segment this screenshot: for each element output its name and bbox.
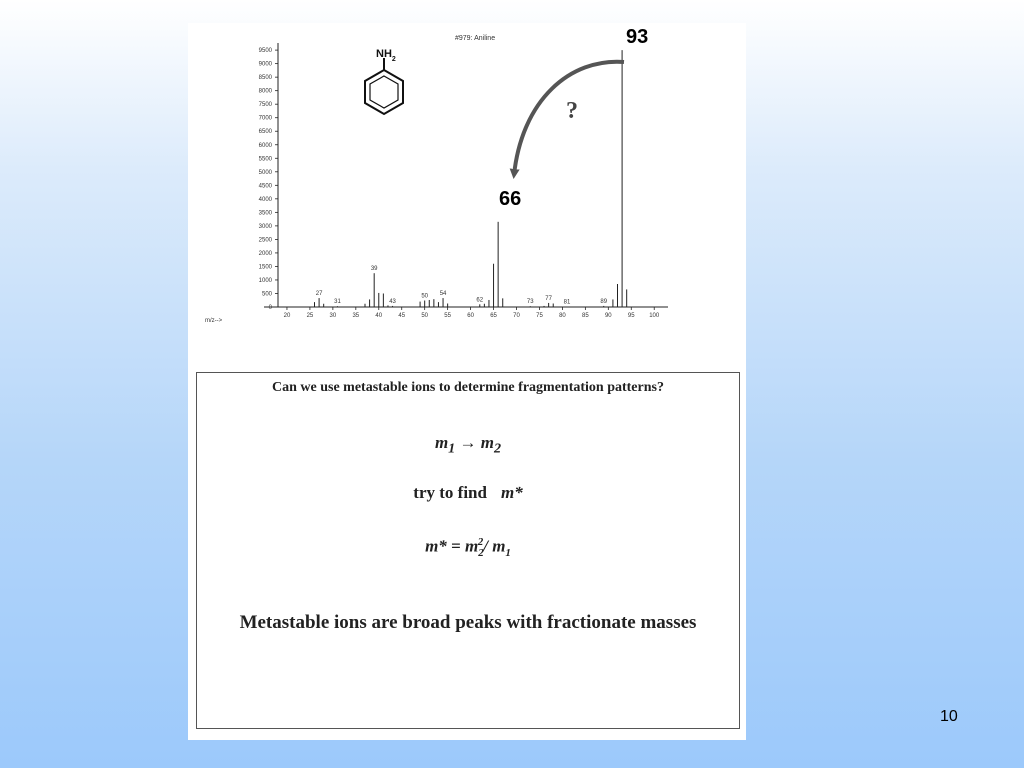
y-tick-label: 8000 xyxy=(258,88,272,95)
peak-label-27: 27 xyxy=(315,291,323,298)
x-tick-label: 45 xyxy=(398,313,406,319)
x-tick-label: 65 xyxy=(490,313,497,319)
x-tick-label: 55 xyxy=(444,313,451,319)
question-mark: ? xyxy=(566,98,578,124)
y-tick-label: 2500 xyxy=(258,237,272,244)
equation-mstar: $m* = m_2^2/$ $m_1$ xyxy=(425,536,511,560)
x-tick-label: 20 xyxy=(283,313,291,319)
y-tick-label: 5000 xyxy=(258,169,272,176)
y-tick-label: 1000 xyxy=(258,277,272,284)
peak-93-callout: 93 xyxy=(626,26,649,48)
x-tick-label: 80 xyxy=(559,313,566,319)
y-tick-label: 1500 xyxy=(258,264,272,271)
y-tick-label: 9000 xyxy=(258,61,272,68)
peak-66-callout: 66 xyxy=(499,188,522,210)
y-tick-label: 7500 xyxy=(258,102,272,109)
y-tick-label: 4000 xyxy=(258,196,272,203)
y-tick-label: 5500 xyxy=(258,156,272,163)
y-tick-label: 7000 xyxy=(258,115,272,122)
x-tick-label: 50 xyxy=(421,313,429,319)
peak-label-50: 50 xyxy=(421,293,429,300)
metastable-note: Metastable ions are broad peaks with fractionate masses xyxy=(239,612,697,633)
x-tick-label: 30 xyxy=(329,313,337,319)
y-tick-label: 8500 xyxy=(258,75,272,82)
peak-label-77: 77 xyxy=(545,295,552,302)
x-tick-label: 40 xyxy=(375,313,383,319)
y-tick-label: 3000 xyxy=(258,223,272,230)
peak-label-81: 81 xyxy=(563,299,571,306)
x-tick-group xyxy=(284,307,660,319)
equation-m1-to-m2: $m_1 \to m_2$ xyxy=(434,433,502,457)
peak-label-31: 31 xyxy=(334,299,341,306)
x-tick-label: 75 xyxy=(536,313,543,319)
aniline-structure xyxy=(365,58,403,114)
y-tick-group xyxy=(259,48,278,311)
x-tick-label: 95 xyxy=(627,313,635,319)
y-tick-label: 6500 xyxy=(258,129,272,136)
peak-label-43: 43 xyxy=(389,298,396,305)
x-tick-label: 100 xyxy=(649,313,660,319)
x-tick-label: 35 xyxy=(352,313,360,319)
peak-label-62: 62 xyxy=(476,297,484,304)
peak-label-89: 89 xyxy=(600,298,608,305)
slide-page-number: 10 xyxy=(940,708,958,725)
question-heading: Can we use metastable ions to determine fragmentation patterns? xyxy=(272,380,664,395)
x-tick-label: 25 xyxy=(306,313,314,319)
y-tick-label: 4500 xyxy=(258,183,272,190)
y-tick-label: 0 xyxy=(268,305,272,311)
peak-label-54: 54 xyxy=(439,291,447,298)
peak-label-39: 39 xyxy=(370,266,378,273)
y-tick-label: 3500 xyxy=(258,210,272,217)
nh2-label: $NH_2$ xyxy=(376,48,396,63)
peak-group xyxy=(315,50,627,307)
y-tick-label: 6000 xyxy=(258,142,272,149)
peak-label-73: 73 xyxy=(526,299,534,306)
x-tick-label: 85 xyxy=(582,313,589,319)
try-to-find-line: try to find m* xyxy=(413,483,523,502)
x-axis-label: m/z--> xyxy=(205,318,223,324)
x-tick-label: 70 xyxy=(513,313,520,319)
metastable-ions-textbox xyxy=(196,372,740,729)
y-tick-label: 500 xyxy=(261,291,272,298)
y-tick-label: 9500 xyxy=(258,48,272,55)
x-tick-label: 60 xyxy=(467,313,474,319)
y-tick-label: 2000 xyxy=(258,250,272,257)
x-tick-label: 90 xyxy=(604,313,612,319)
chart-title: #979: Aniline xyxy=(455,35,496,42)
